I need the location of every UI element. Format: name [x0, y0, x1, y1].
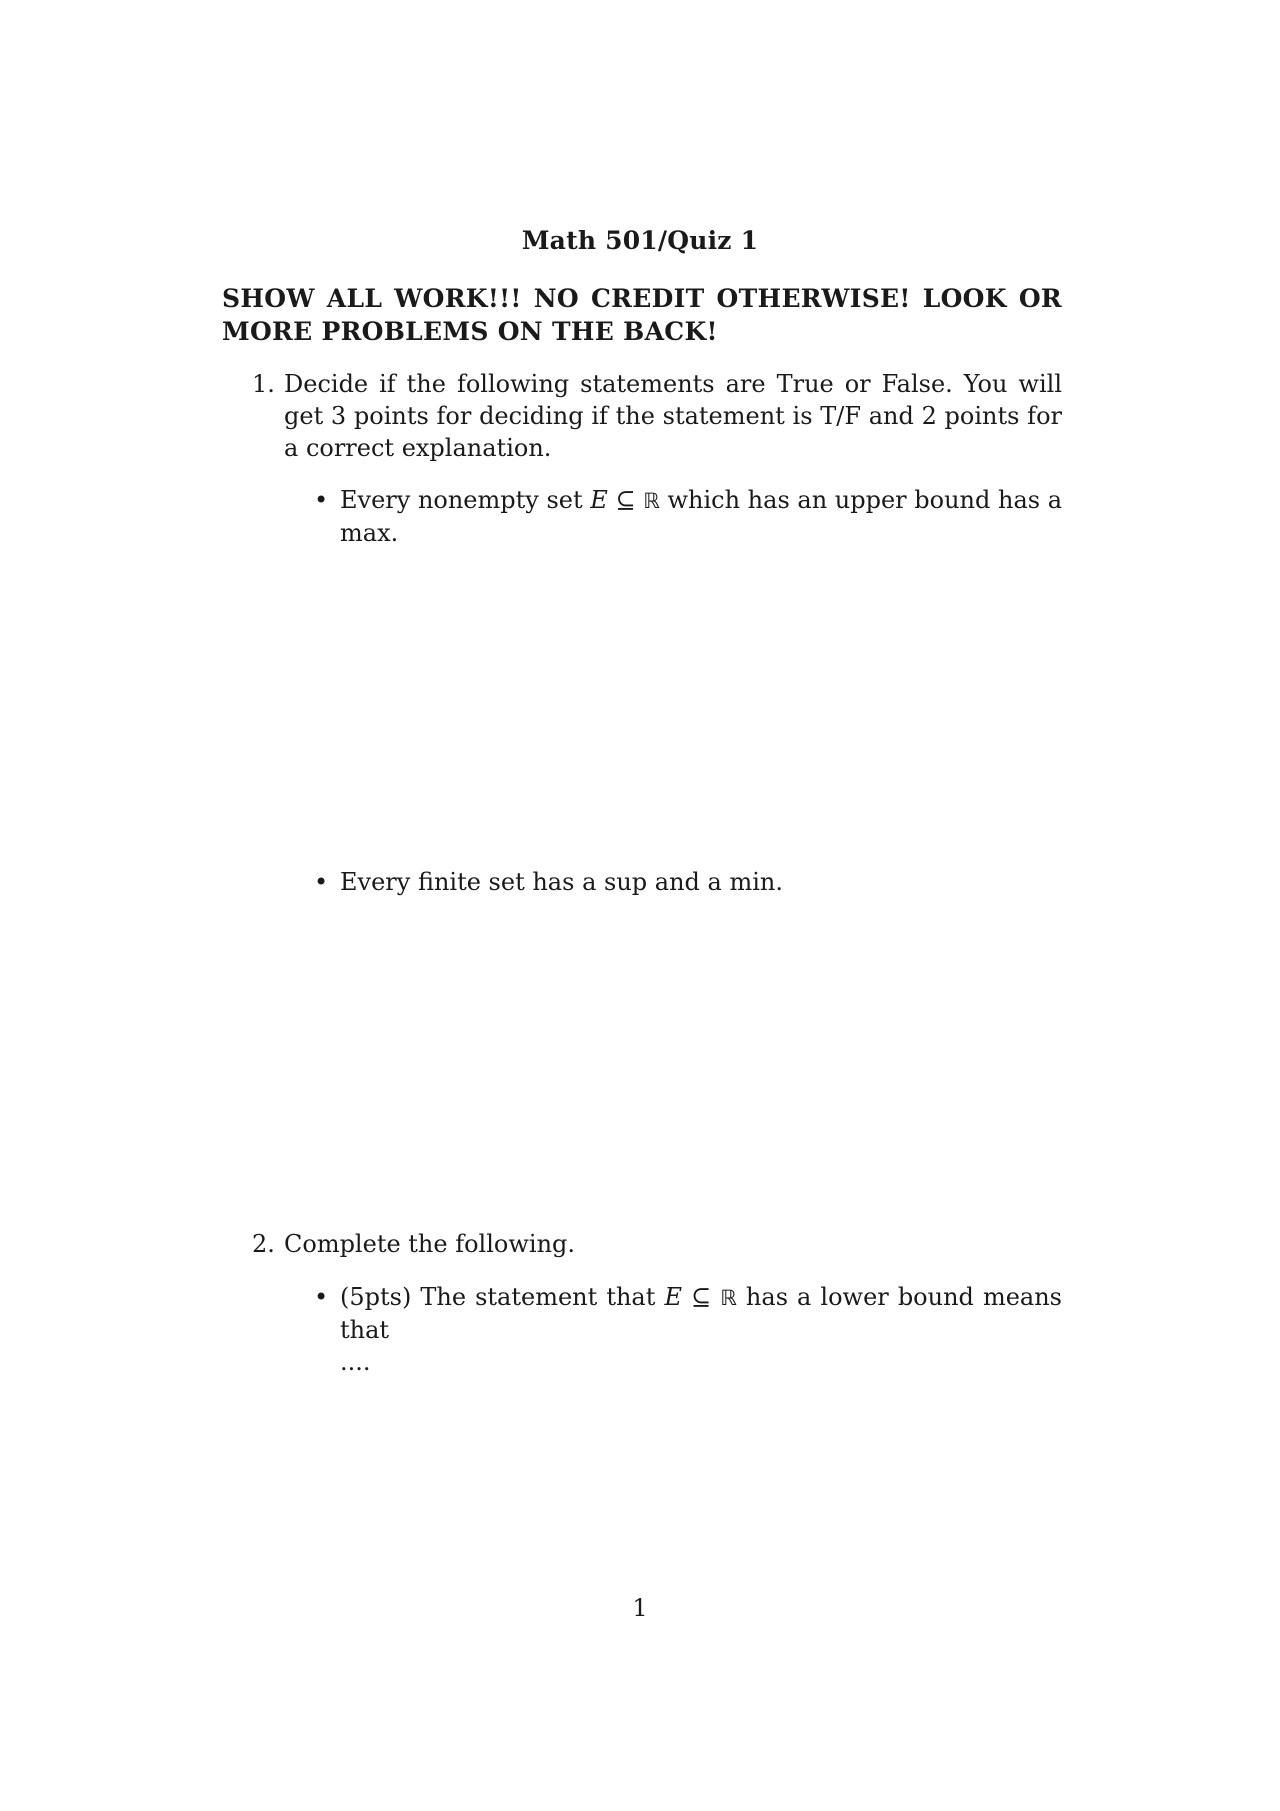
bullet-text: Every finite set has a sup and a min. — [340, 868, 783, 896]
bullet-icon: • — [314, 868, 329, 896]
reals-symbol: ℝ — [643, 489, 660, 513]
bullet-item-1a — [314, 484, 1062, 549]
bullet-item-1b — [314, 866, 1062, 898]
bullet-text — [340, 1281, 1062, 1346]
reals-symbol: ℝ — [720, 1286, 737, 1310]
set-variable: E — [590, 486, 608, 514]
problem-text: Complete the following. — [284, 1230, 576, 1258]
problem-1 — [252, 368, 1062, 464]
bullet-text — [340, 484, 1062, 549]
page-title: Math 501/Quiz 1 — [521, 226, 759, 255]
problem-text: Decide if the following statements are True or False. You will get 3 points for deciding if the statement is T/F and 2 points for a correct explanation. — [284, 370, 1062, 462]
bullet-icon: • — [314, 1283, 329, 1311]
page-number: 1 — [632, 1594, 648, 1622]
bullet-continuation: .... — [340, 1348, 371, 1376]
bullet-icon: • — [314, 486, 329, 514]
problem-2 — [252, 1228, 1062, 1260]
statement-suffix: which has an upper bound has a max. — [340, 486, 1063, 547]
problem-number: 1. — [252, 370, 275, 398]
problem-number: 2. — [252, 1230, 275, 1258]
statement-suffix: has a lower bound means that — [340, 1283, 1062, 1344]
warning-text: SHOW ALL WORK!!! NO CREDIT OTHERWISE! LOOK OR MORE PROBLEMS ON THE BACK! — [222, 284, 1062, 346]
statement-prefix: (5pts) The statement that — [340, 1283, 656, 1311]
statement-prefix: Every nonempty set — [340, 486, 583, 514]
subset-symbol: ⊆ — [615, 486, 636, 514]
bullet-item-2a — [314, 1281, 1062, 1378]
set-variable: E — [664, 1283, 682, 1311]
subset-symbol: ⊆ — [691, 1283, 712, 1311]
